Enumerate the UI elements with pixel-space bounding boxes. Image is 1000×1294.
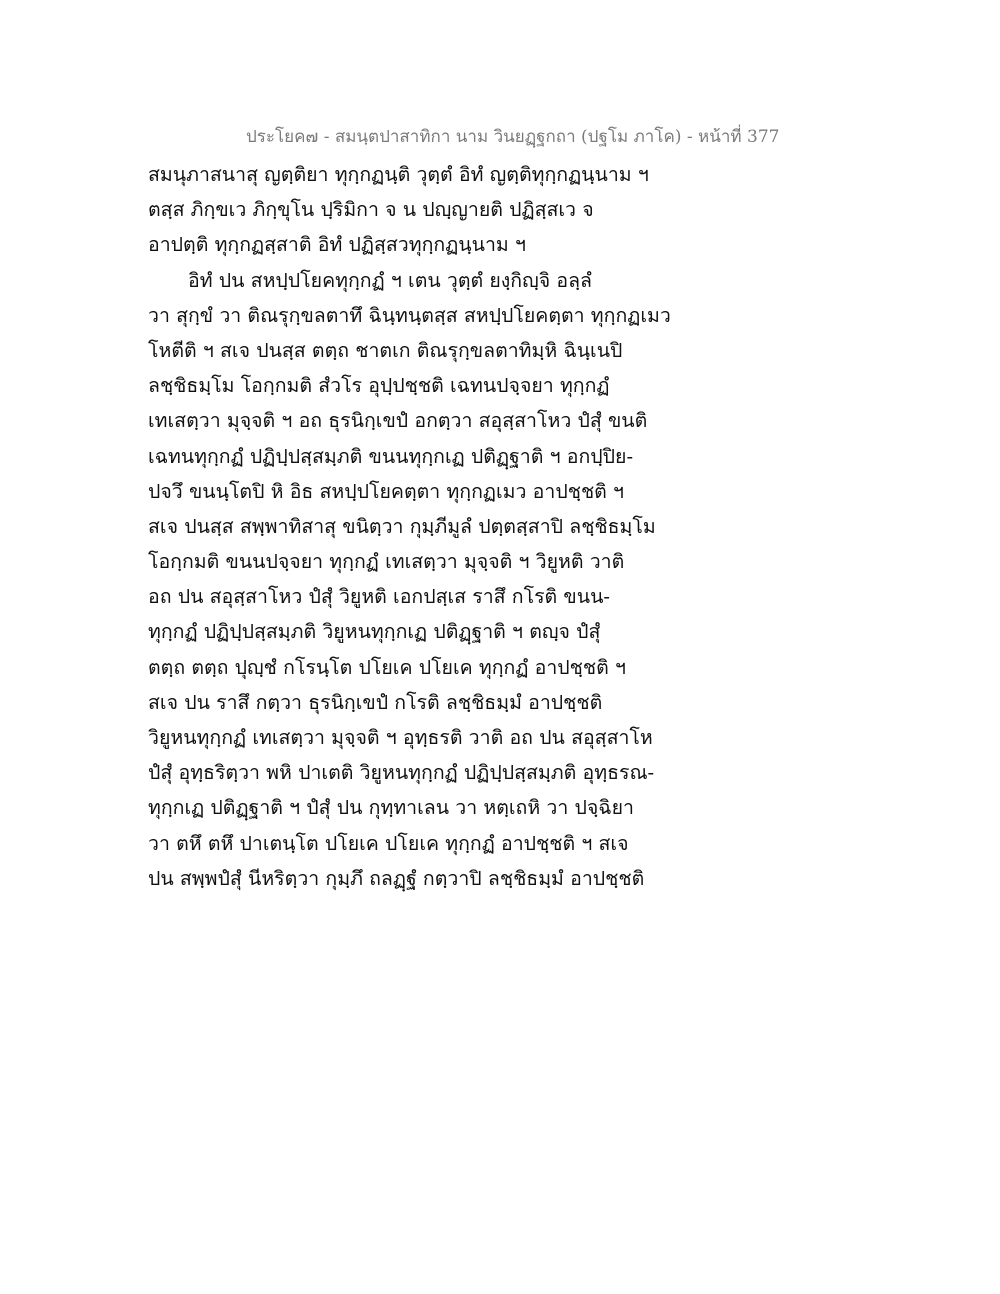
text-line: ปํสุํ อุทฺธริตฺวา พหิ ปาเตติ วิยูหนทุกฺกฏํ ปฏิปฺปสฺสมฺภติ อุทฺธรณ- [148,761,655,785]
text-line: โหตีติ ฯ สเจ ปนสฺส ตตฺถ ชาตเก ติณรุกฺขลตาทิมฺหิ ฉินฺเนปิ [148,338,623,362]
text-line: สมนุภาสนาสุ ญตฺติยา ทุกฺกฏนฺติ วุตฺตํ อิทํ ญตฺติทุกฺกฏนฺนาม ฯ [148,163,649,186]
running-header: ประโยค๗ - สมนฺตปาสาทิกา นาม วินยฏฺฐกถา (ปฐโม ภาโค) - หน้าที่ 377 [246,127,780,147]
text-line: ปน สพฺพปํสุํ นีหริตฺวา กุมฺภึ ถลฏฺฐํ กตฺวาปิ ลชฺชิธมฺมํ อาปชฺชติ [148,866,645,890]
text-line: เทเสตฺวา มุจฺจติ ฯ อถ ธุรนิกฺเขปํ อกตฺวา สอุสฺสาโหว ปํสุํ ขนติ [148,409,648,433]
body-text [148,157,708,896]
text-line: วา ตหึ ตหึ ปาเตนฺโต ปโยเค ปโยเค ทุกฺกฏํ อาปชฺชติ ฯ สเจ [148,831,629,855]
text-line: ทุกฺกฏํ ปฏิปฺปสฺสมฺภติ วิยูหนทุกฺกเฏ ปติฏฺฐาติ ฯ ตญฺจ ปํสุํ [148,620,601,644]
text-line: ทุกฺกเฏ ปติฏฺฐาติ ฯ ปํสุํ ปน กุทฺทาเลน วา หตฺเถหิ วา ปจฺฉิยา [148,796,634,820]
text-line: อาปตฺติ ทุกฺกฏสฺสาติ อิทํ ปฏิสฺสวทุกฺกฏนฺนาม ฯ [148,233,526,257]
text-line: โอกฺกมติ ขนนปจฺจยา ทุกฺกฏํ เทเสตฺวา มุจฺจติ ฯ วิยูหติ วาติ [148,550,625,574]
text-line: สเจ ปนสฺส สพฺพาทิสาสุ ขนิตฺวา กุมฺภีมูลํ ปตฺตสฺสาปิ ลชฺชิธมฺโม [148,514,656,538]
text-line: วิยูหนทุกฺกฏํ เทเสตฺวา มุจฺจติ ฯ อุทฺธรติ วาติ อถ ปน สอุสฺสาโห [148,726,653,749]
text-line: อถ ปน สอุสฺสาโหว ปํสุํ วิยูหติ เอกปสฺเส ราสึ กโรติ ขนน- [148,585,610,609]
text-line: ลชฺชิธมฺโม โอกฺกมติ สํวโร อุปฺปชฺชติ เฉทนปจฺจยา ทุกฺกฏํ [148,374,610,398]
text-line: ตสฺส ภิกฺขเว ภิกฺขุโน ปฺริมิกา จ น ปญฺญายติ ปฏิสฺสเว จ [148,198,594,222]
text-line: เฉทนทุกฺกฏํ ปฏิปฺปสฺสมฺภติ ขนนทุกฺกเฏ ปติฏฺฐาติ ฯ อกปฺปิย- [148,444,634,468]
text-line: สเจ ปน ราสึ กตฺวา ธุรนิกฺเขปํ กโรติ ลชฺชิธมฺมํ อาปชฺชติ [148,690,603,714]
text-line: ปจวึ ขนนฺโตปิ หิ อิธ สหปฺปโยคตฺตา ทุกฺกฏเมว อาปชฺชติ ฯ [148,479,624,503]
paragraph-first-line: อิทํ ปน สหปฺปโยคทุกฺกฏํ ฯ เตน วุตฺตํ ยงฺกิญฺจิ อลฺลํ [188,268,592,292]
text-line: วา สุกฺขํ วา ติณรุกฺขลตาทึ ฉินฺทนฺตสฺส สหปฺปโยคตฺตา ทุกฺกฏเมว [148,303,671,327]
text-line: ตตฺถ ตตฺถ ปุญฺชํ กโรนฺโต ปโยเค ปโยเค ทุกฺกฏํ อาปชฺชติ ฯ [148,655,626,679]
